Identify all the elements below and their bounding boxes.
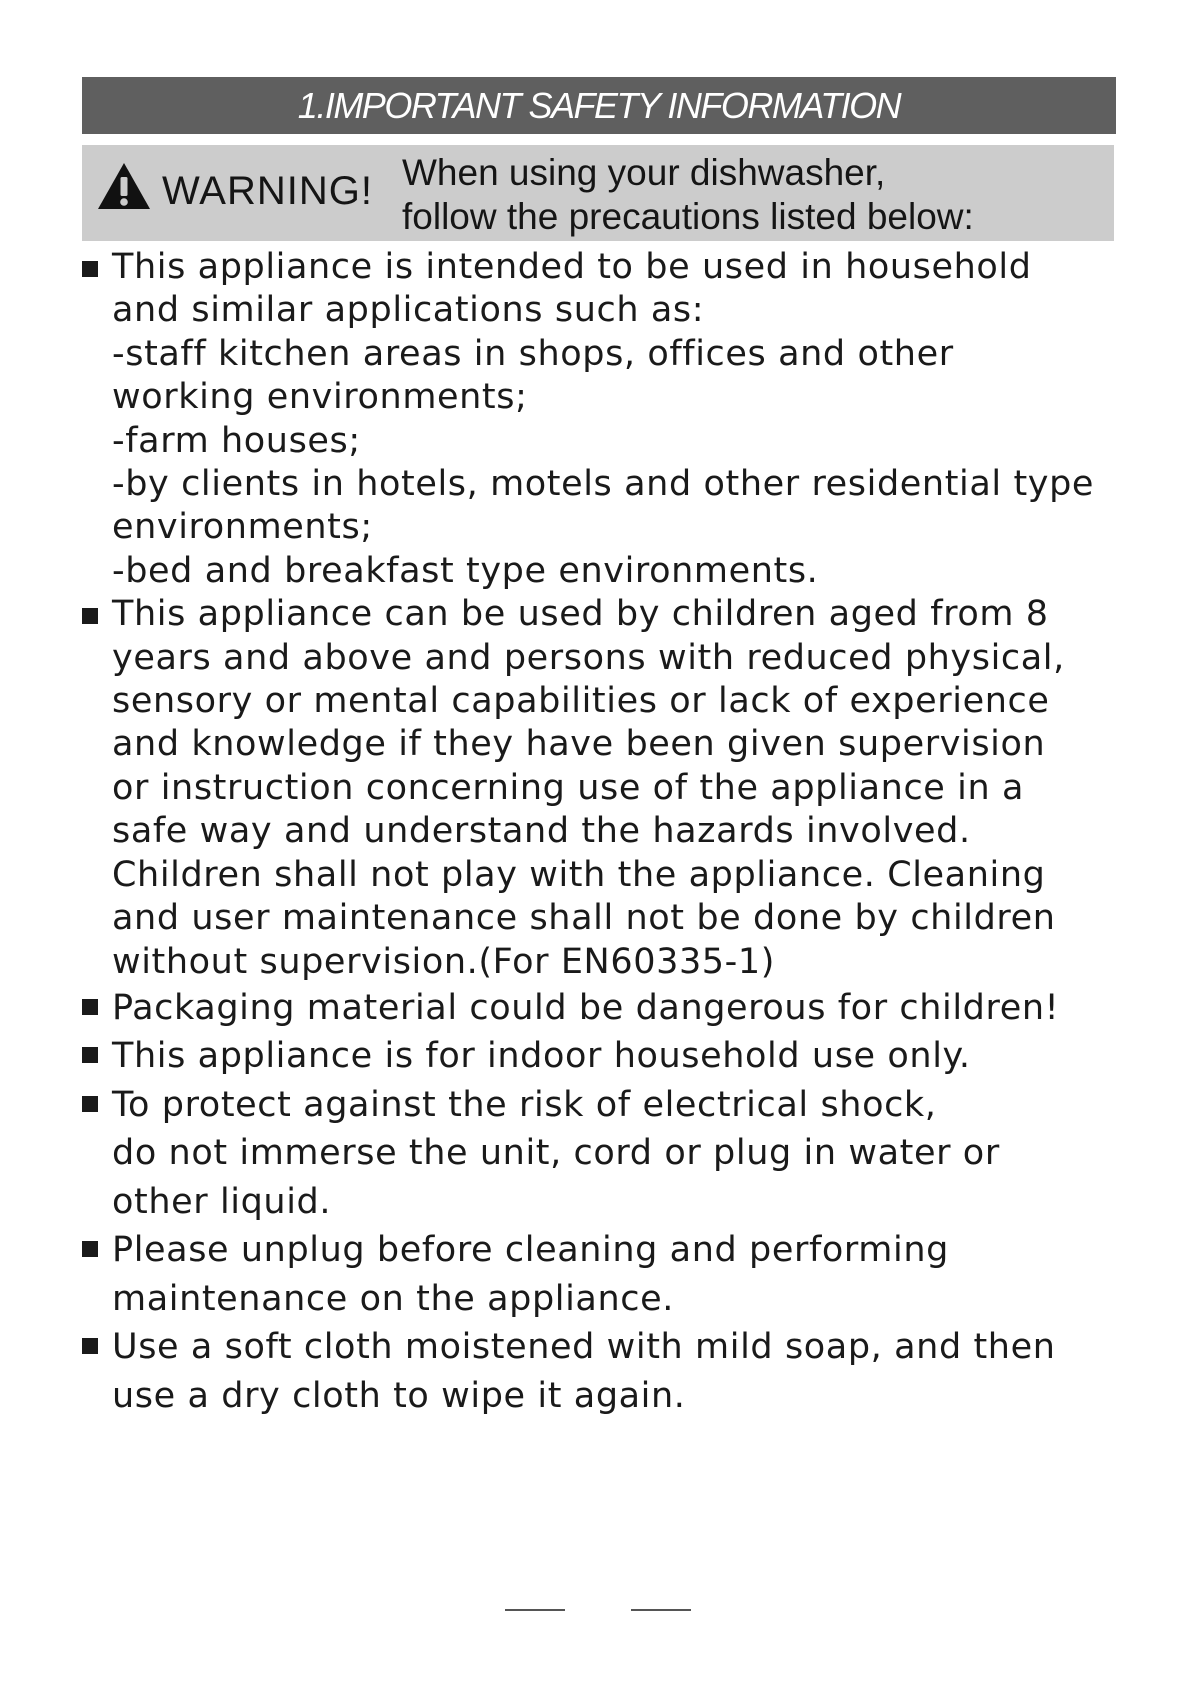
square-bullet-icon [82, 1047, 98, 1063]
warning-message-line: When using your dishwasher, [402, 152, 886, 193]
item-text-line: This appliance is for indoor household use only. [112, 1036, 971, 1077]
safety-item-unplug [82, 1226, 1182, 1323]
item-text-line: This appliance is intended to be used in household [112, 247, 1032, 287]
item-text-line: maintenance on the appliance. [112, 1278, 674, 1319]
section-title-text: 1.IMPORTANT SAFETY INFORMATION [297, 84, 901, 126]
square-bullet-icon [82, 999, 98, 1015]
item-text-line: -staff kitchen areas in shops, offices and other [112, 333, 954, 374]
item-text-line: working environments; [112, 377, 528, 418]
square-bullet-icon [82, 1338, 98, 1354]
item-text-line: without supervision.(For EN60335-1) [112, 941, 776, 982]
item-text-line: Use a soft cloth moistened with mild soap, and then [112, 1327, 1056, 1368]
item-text-line: other liquid. [112, 1181, 332, 1222]
square-bullet-icon [82, 261, 98, 277]
item-text-line: use a dry cloth to wipe it again. [112, 1375, 686, 1416]
safety-list [82, 246, 1182, 1420]
section-title [82, 77, 1116, 134]
safety-item-electrical-shock [82, 1081, 1182, 1227]
warning-banner [82, 145, 1114, 241]
item-text-line: safe way and understand the hazards involved. [112, 811, 971, 852]
warning-triangle-icon [96, 161, 152, 211]
item-text-line: To protect against the risk of electrical shock, [112, 1084, 937, 1125]
warning-message-line: follow the precautions listed below: [402, 196, 974, 237]
footer-rule-left [505, 1609, 565, 1611]
item-text-line: sensory or mental capabilities or lack of experience [112, 681, 1050, 722]
warning-message [402, 151, 974, 239]
item-text-line: -by clients in hotels, motels and other residential type [112, 464, 1095, 505]
warning-label: WARNING! [162, 169, 373, 213]
item-text-line: and similar applications such as: [112, 290, 705, 331]
item-text-line: This appliance can be used by children aged from 8 [112, 594, 1049, 635]
safety-item-packaging [82, 984, 1182, 1033]
item-text-line: and user maintenance shall not be done by children [112, 898, 1056, 939]
item-text-line: or instruction concerning use of the appliance in a [112, 767, 1025, 808]
item-text-line: Please unplug before cleaning and performing [112, 1230, 949, 1271]
safety-item-household-use [82, 246, 1182, 593]
safety-item-cleaning [82, 1323, 1182, 1420]
safety-item-indoor-use [82, 1032, 1182, 1081]
item-text-line: Children shall not play with the appliance. Cleaning [112, 854, 1046, 895]
item-text-line: environments; [112, 507, 373, 548]
footer-rule-right [631, 1609, 691, 1611]
safety-item-children-supervision [82, 593, 1182, 984]
square-bullet-icon [82, 1096, 98, 1112]
item-text-line: -farm houses; [112, 420, 361, 461]
item-text-line: Packaging material could be dangerous for children! [112, 987, 1060, 1028]
square-bullet-icon [82, 1241, 98, 1257]
item-text-line: years and above and persons with reduced physical, [112, 637, 1065, 678]
item-text-line: do not immerse the unit, cord or plug in water or [112, 1133, 1000, 1174]
square-bullet-icon [82, 608, 98, 624]
item-text-line: -bed and breakfast type environments. [112, 550, 819, 591]
item-text-line: and knowledge if they have been given supervision [112, 724, 1046, 765]
